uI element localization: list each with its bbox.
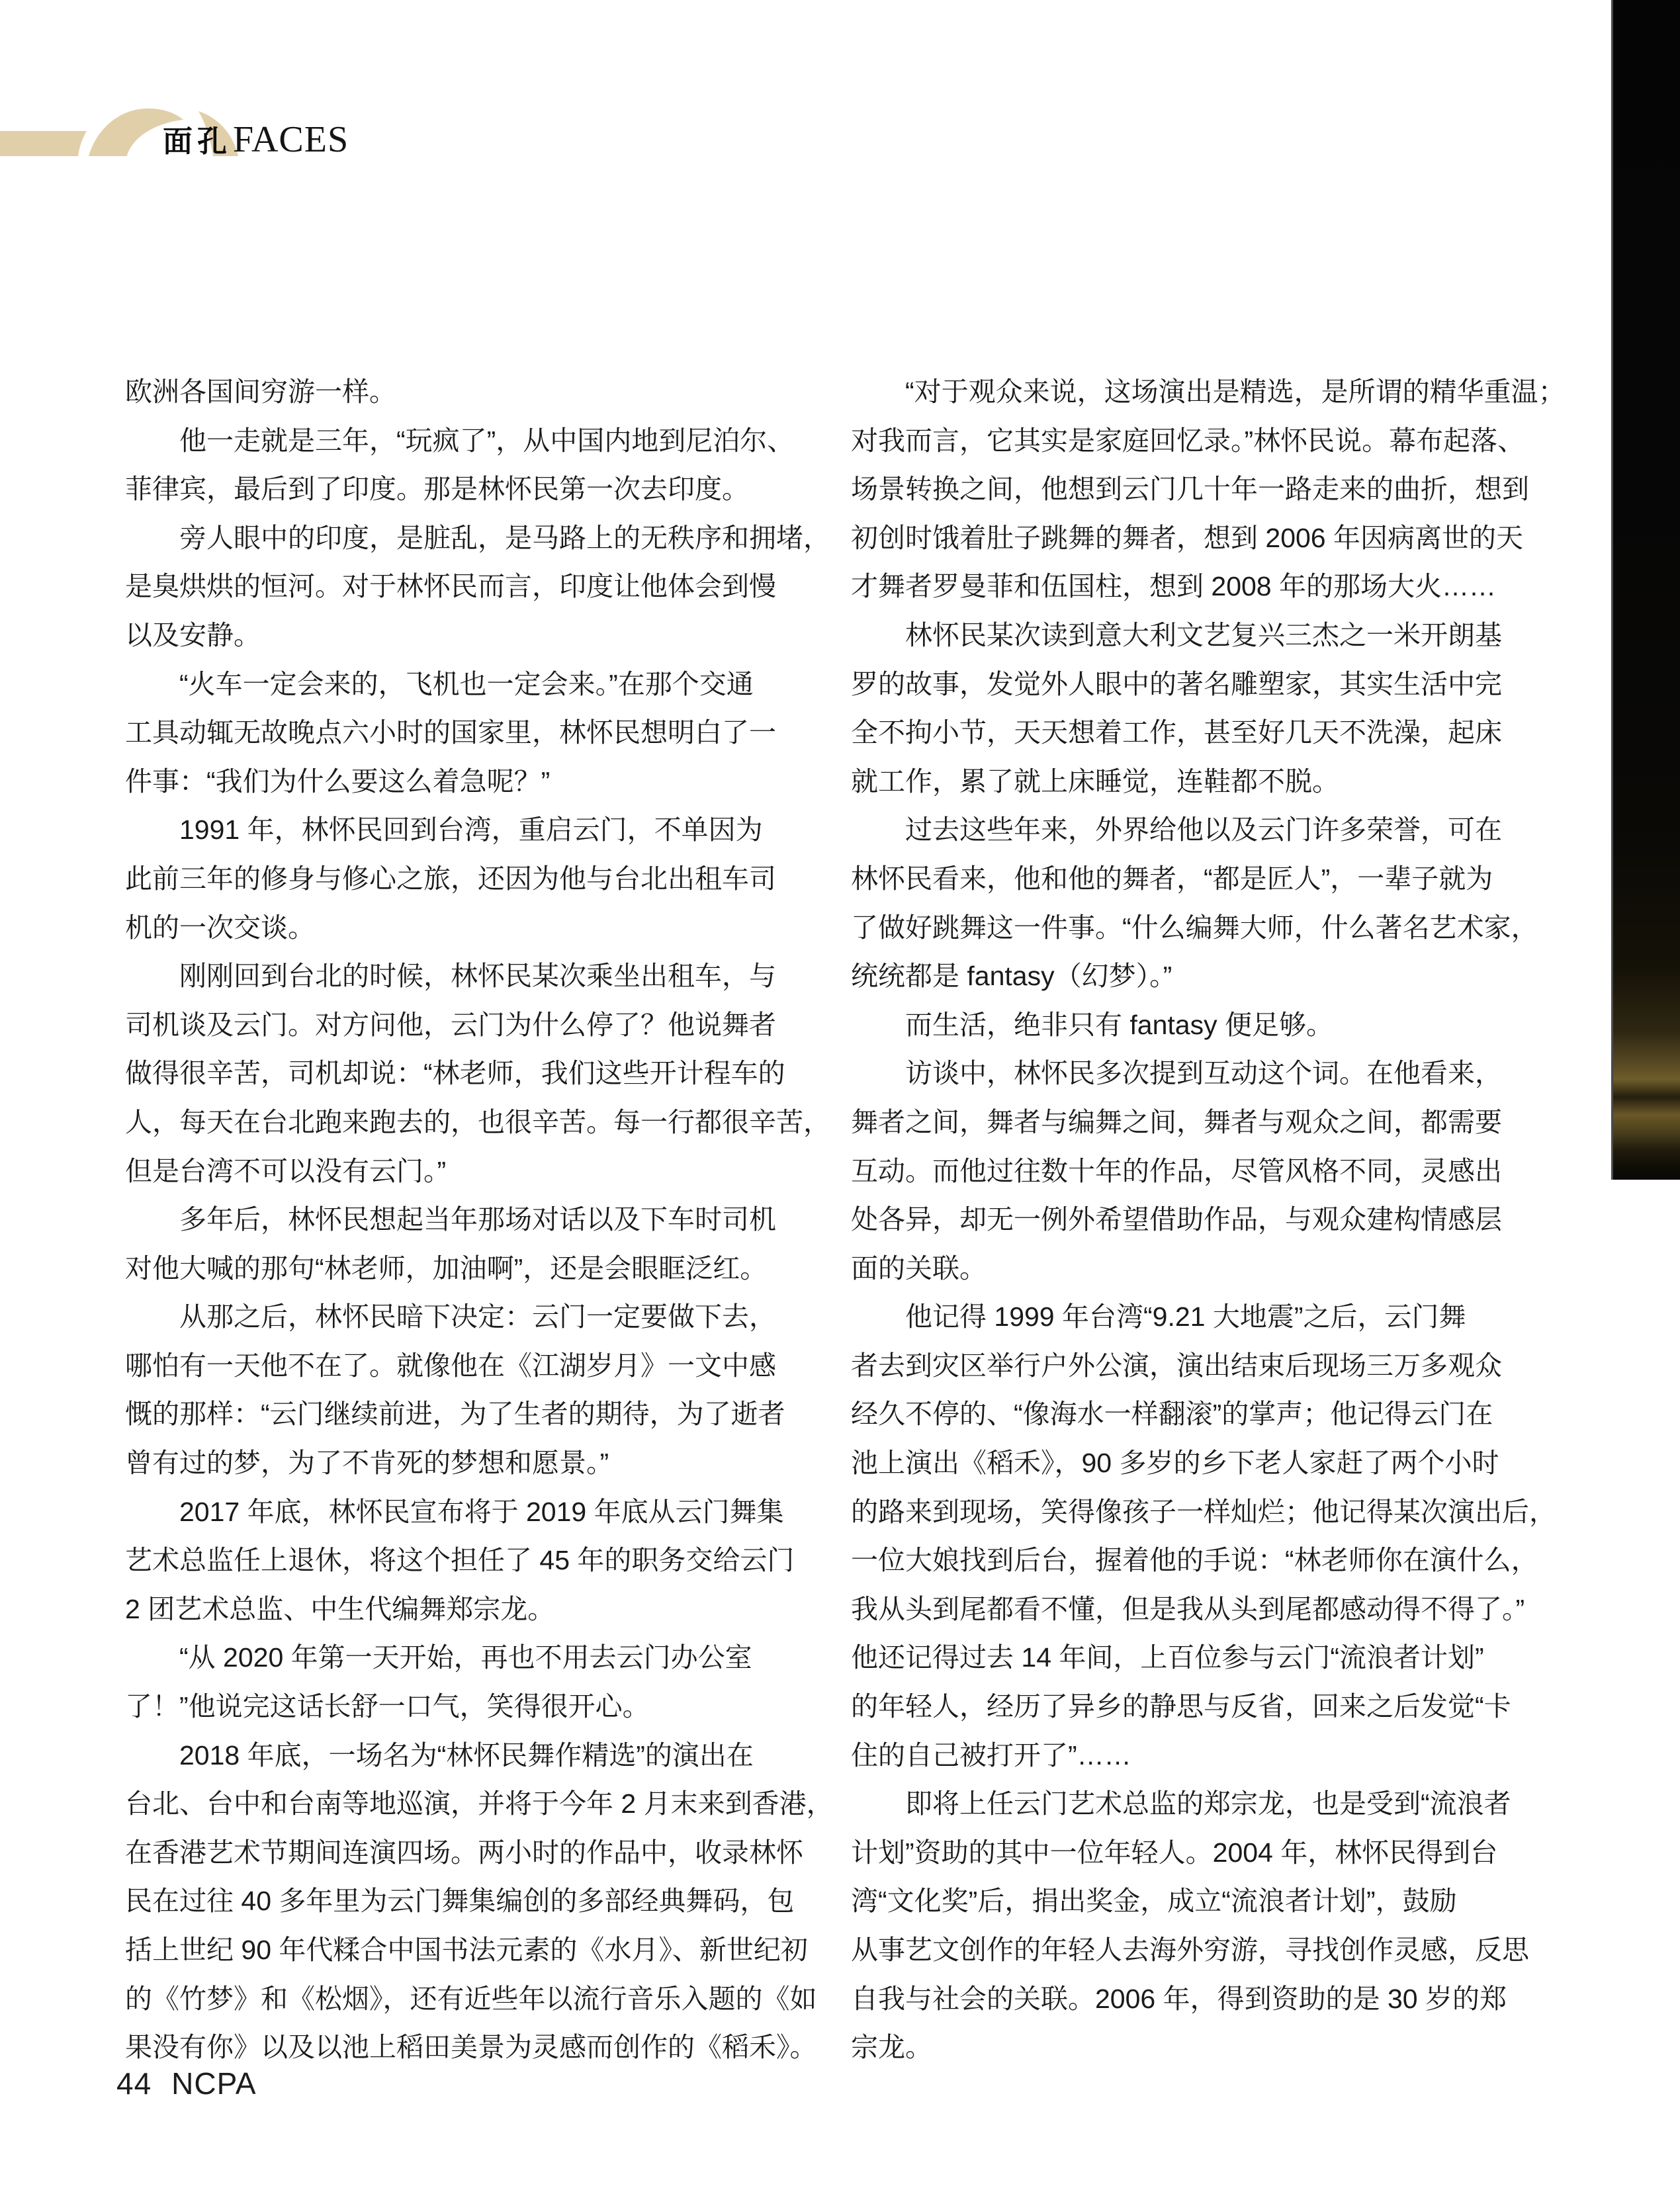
text-line: 在香港艺术节期间连演四场。两小时的作品中，收录林怀 bbox=[125, 1837, 803, 1868]
text-line: 一位大娘找到后台，握着他的手说：“林老师你在演什么， bbox=[851, 1545, 1538, 1576]
text-line: 2 团艺术总监、中生代编舞郑宗龙。 bbox=[125, 1593, 555, 1624]
text-line: 宗龙。 bbox=[851, 2032, 932, 2063]
text-line: 旁人眼中的印度，是脏乱，是马路上的无秩序和拥堵， bbox=[125, 522, 830, 553]
text-line: 他记得 1999 年台湾“9.21 大地震”之后，云门舞 bbox=[851, 1301, 1466, 1333]
text-line: 访谈中，林怀民多次提到互动这个词。在他看来， bbox=[851, 1058, 1502, 1089]
text-line: 菲律宾，最后到了印度。那是林怀民第一次去印度。 bbox=[125, 474, 749, 505]
text-line: 处各异，却无一例外希望借助作品，与观众建构情感层 bbox=[851, 1204, 1502, 1235]
text-line: 湾“文化奖”后，捐出奖金，成立“流浪者计划”，鼓励 bbox=[851, 1886, 1457, 1917]
right-column bbox=[851, 368, 1566, 2072]
text-line: 住的自己被打开了”…… bbox=[851, 1739, 1131, 1771]
text-line: 了！”他说完这话长舒一口气，笑得很开心。 bbox=[125, 1691, 650, 1722]
text-line: 我从头到尾都看不懂，但是我从头到尾都感动得不得了。” bbox=[851, 1593, 1525, 1624]
text-line: 工具动辄无故晚点六小时的国家里，林怀民想明白了一 bbox=[125, 717, 776, 748]
text-line: 从事艺文创作的年轻人去海外穷游，寻找创作灵感，反思 bbox=[851, 1935, 1529, 1965]
section-title-zh: 面孔 bbox=[163, 124, 232, 158]
text-line: 台北、台中和台南等地巡演，并将于今年 2 月末来到香港， bbox=[125, 1788, 834, 1819]
page-footer bbox=[116, 2067, 257, 2100]
page-number: 44 bbox=[116, 2066, 152, 2101]
text-line: 对我而言，它其实是家庭回忆录。”林怀民说。幕布起落、 bbox=[851, 425, 1525, 456]
text-line: 就工作，累了就上床睡觉，连鞋都不脱。 bbox=[851, 766, 1339, 797]
text-line: 舞者之间，舞者与编舞之间，舞者与观众之间，都需要 bbox=[851, 1106, 1502, 1137]
text-line: 括上世纪 90 年代糅合中国书法元素的《水月》、新世纪初 bbox=[125, 1935, 808, 1965]
text-line: 民在过往 40 多年里为云门舞集编创的多部经典舞码，包 bbox=[125, 1886, 795, 1917]
text-line: 对他大喊的那句“林老师，加油啊”，还是会眼眶泛红。 bbox=[125, 1252, 768, 1284]
text-line: 的年轻人，经历了异乡的静思与反省，回来之后发觉“卡 bbox=[851, 1691, 1511, 1722]
text-line: 池上演出《稻禾》，90 多岁的乡下老人家赶了两个小时 bbox=[851, 1448, 1499, 1479]
text-line: 全不拘小节，天天想着工作，甚至好几天不洗澡，起床 bbox=[851, 717, 1502, 748]
text-line: 件事：“我们为什么要这么着急呢？” bbox=[125, 766, 551, 797]
text-line: 初创时饿着肚子跳舞的舞者，想到 2006 年因病离世的天 bbox=[851, 522, 1523, 553]
text-line: 者去到灾区举行户外公演，演出结束后现场三万多观众 bbox=[851, 1350, 1502, 1381]
text-line: 欧洲各国间穷游一样。 bbox=[125, 376, 396, 407]
text-line: 的《竹梦》和《松烟》，还有近些年以流行音乐入题的《如 bbox=[125, 1983, 817, 2014]
text-line: 从那之后，林怀民暗下决定：云门一定要做下去， bbox=[125, 1301, 776, 1333]
text-line: 才舞者罗曼菲和伍国柱，想到 2008 年的那场大火…… bbox=[851, 571, 1496, 602]
text-line: 2017 年底，林怀民宣布将于 2019 年底从云门舞集 bbox=[125, 1496, 784, 1527]
text-line: 互动。而他过往数十年的作品，尽管风格不同，灵感出 bbox=[851, 1155, 1502, 1186]
text-line: 林怀民某次读到意大利文艺复兴三杰之一米开朗基 bbox=[851, 619, 1502, 650]
text-line: 面的关联。 bbox=[851, 1252, 987, 1284]
text-line: 人，每天在台北跑来跑去的，也很辛苦。每一行都很辛苦， bbox=[125, 1106, 830, 1137]
text-line: 自我与社会的关联。2006 年，得到资助的是 30 岁的郑 bbox=[851, 1983, 1507, 2014]
text-line: 司机谈及云门。对方问他，云门为什么停了？他说舞者 bbox=[125, 1009, 776, 1040]
text-line: 而生活，绝非只有 fantasy 便足够。 bbox=[851, 1009, 1333, 1040]
text-line: 场景转换之间，他想到云门几十年一路走来的曲折，想到 bbox=[851, 474, 1529, 505]
text-line: 以及安静。 bbox=[125, 619, 261, 650]
text-line: 统统都是 fantasy（幻梦）。” bbox=[851, 961, 1172, 992]
text-line: 的路来到现场，笑得像孩子一样灿烂；他记得某次演出后， bbox=[851, 1496, 1556, 1527]
text-line: 即将上任云门艺术总监的郑宗龙，也是受到“流浪者 bbox=[851, 1788, 1511, 1819]
text-line: 过去这些年来，外界给他以及云门许多荣誉，可在 bbox=[851, 814, 1502, 846]
text-line: “对于观众来说，这场演出是精选，是所谓的精华重温； bbox=[851, 376, 1566, 407]
text-line: 他一走就是三年，“玩疯了”，从中国内地到尼泊尔、 bbox=[125, 425, 795, 456]
text-line: 果没有你》以及以池上稻田美景为灵感而创作的《稻禾》。 bbox=[125, 2032, 817, 2063]
text-line: 刚刚回到台北的时候，林怀民某次乘坐出租车，与 bbox=[125, 961, 776, 992]
text-line: 机的一次交谈。 bbox=[125, 912, 315, 943]
text-line: 1991 年，林怀民回到台湾，重启云门，不单因为 bbox=[125, 814, 763, 846]
edge-photo-strip bbox=[1611, 0, 1680, 1180]
text-line: 2018 年底，一场名为“林怀民舞作精选”的演出在 bbox=[125, 1739, 754, 1771]
text-line: 了做好跳舞这一件事。“什么编舞大师，什么著名艺术家， bbox=[851, 912, 1538, 943]
text-line: 慨的那样：“云门继续前进，为了生者的期待，为了逝者 bbox=[125, 1399, 785, 1430]
text-line: 但是台湾不可以没有云门。” bbox=[125, 1155, 447, 1186]
text-line: 经久不停的、“像海水一样翻滚”的掌声；他记得云门在 bbox=[851, 1399, 1493, 1430]
section-title-en: FACES bbox=[233, 119, 349, 160]
section-header bbox=[0, 0, 397, 198]
text-line: 他还记得过去 14 年间，上百位参与云门“流浪者计划” bbox=[851, 1642, 1484, 1673]
text-line: 做得很辛苦，司机却说：“林老师，我们这些开计程车的 bbox=[125, 1058, 785, 1089]
text-line: 计划”资助的其中一位年轻人。2004 年，林怀民得到台 bbox=[851, 1837, 1498, 1868]
text-line: 罗的故事，发觉外人眼中的著名雕塑家，其实生活中完 bbox=[851, 668, 1502, 699]
text-line: 多年后，林怀民想起当年那场对话以及下车时司机 bbox=[125, 1204, 776, 1235]
text-line: 哪怕有一天他不在了。就像他在《江湖岁月》一文中感 bbox=[125, 1350, 776, 1381]
text-line: 此前三年的修身与修心之旅，还因为他与台北出租车司 bbox=[125, 863, 776, 894]
text-line: 艺术总监任上退休，将这个担任了 45 年的职务交给云门 bbox=[125, 1545, 795, 1576]
text-line: 曾有过的梦，为了不肯死的梦想和愿景。” bbox=[125, 1448, 609, 1479]
text-line: “从 2020 年第一天开始，再也不用去云门办公室 bbox=[125, 1642, 752, 1673]
text-line: “火车一定会来的，飞机也一定会来。”在那个交通 bbox=[125, 668, 754, 699]
magazine-code: NCPA bbox=[171, 2066, 257, 2101]
left-column bbox=[125, 368, 834, 2072]
text-line: 是臭烘烘的恒河。对于林怀民而言，印度让他体会到慢 bbox=[125, 571, 776, 602]
text-line: 林怀民看来，他和他的舞者，“都是匠人”，一辈子就为 bbox=[851, 863, 1493, 894]
